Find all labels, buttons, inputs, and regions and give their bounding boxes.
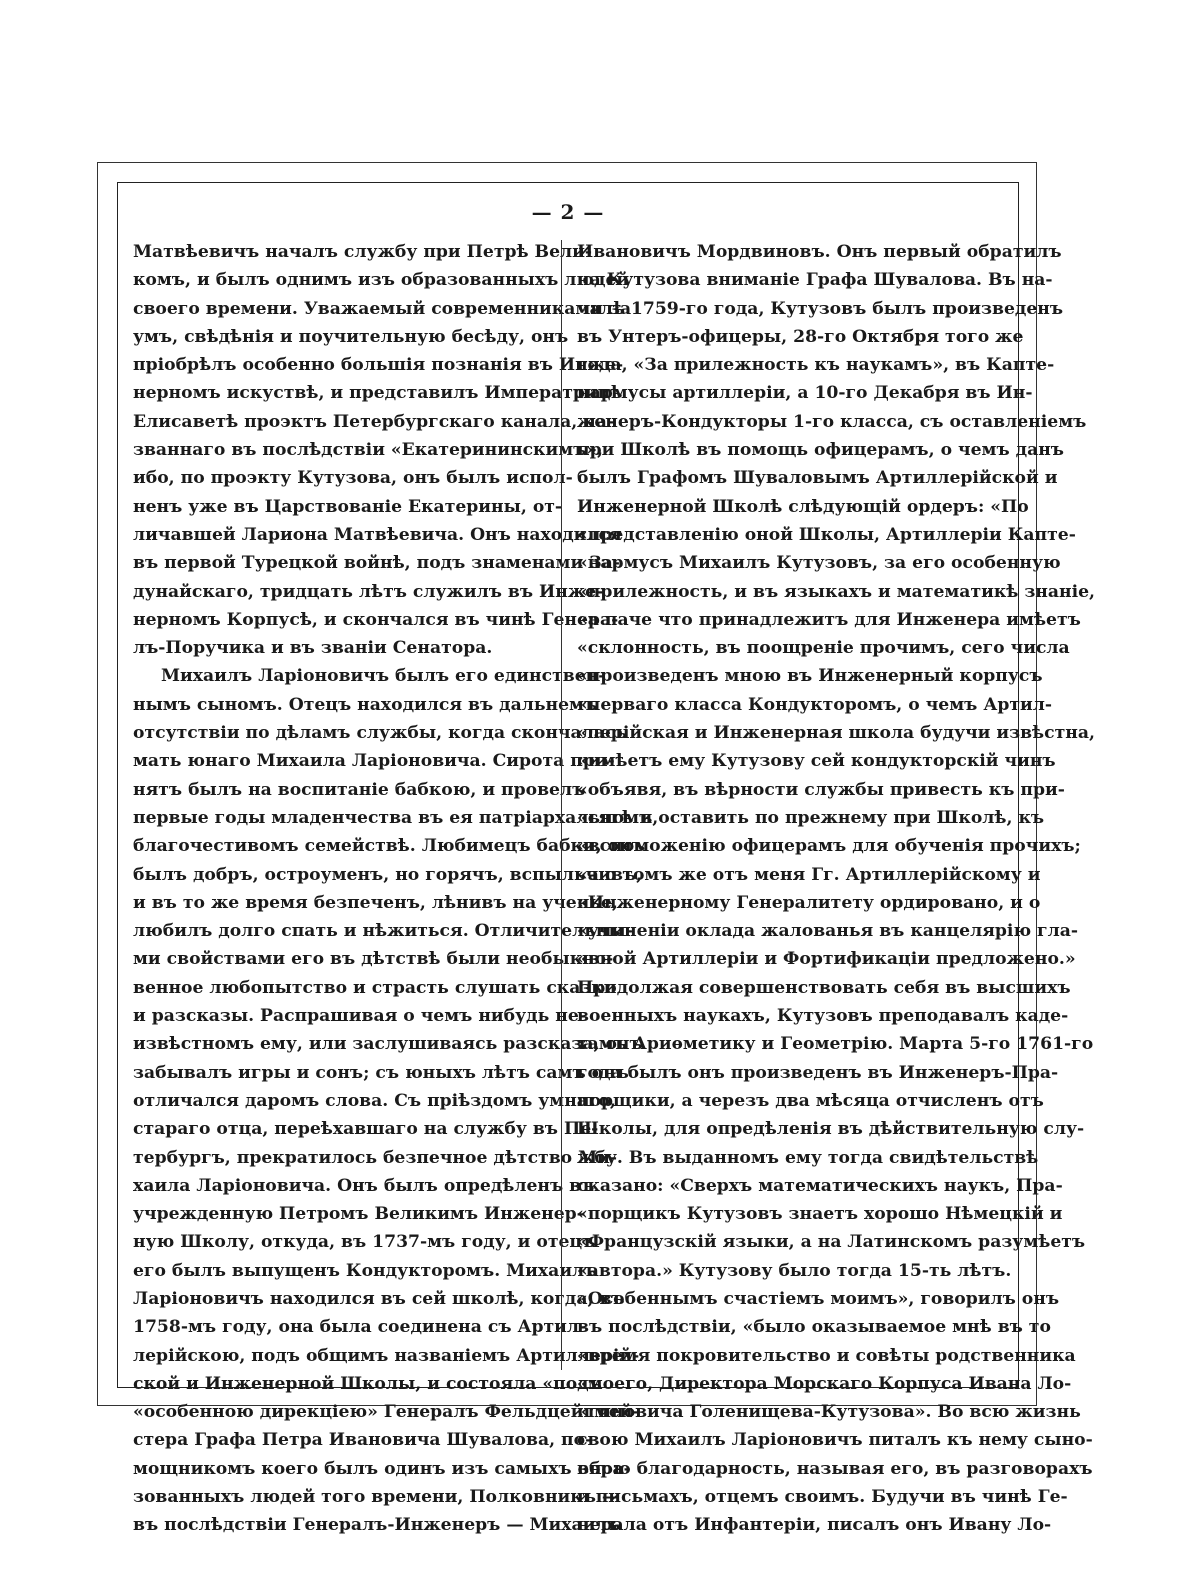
text-line: комъ, и былъ однимъ изъ образованныхъ людей (133, 270, 630, 291)
text-line: въ Унтеръ-офицеры, 28-го Октября того же (577, 326, 1024, 347)
text-line: нерномъ Корпусѣ, и скончался въ чинѣ Генера- (133, 609, 619, 630)
text-line: ми свойствами его въ дѣтствѣ были необыкно- (133, 949, 614, 970)
text-line: его былъ выпущенъ Кондукторомъ. Михаилъ (133, 1260, 598, 1281)
text-line: Школы, для опредѣленія въ дѣйствительную слу- (577, 1119, 1085, 1140)
text-line: «особенною дирекціею» Генералъ Фельдцейгмей- (133, 1402, 640, 1423)
text-line: и въ то же время безпеченъ, лѣнивъ на ученье, (133, 892, 618, 913)
text-line: свою Михаилъ Ларіоновичъ питалъ къ нему сыно- (577, 1430, 1093, 1451)
text-line: «порщикъ Кутузовъ знаетъ хорошо Нѣмецкій и (577, 1204, 1063, 1225)
text-line: Ларіоновичъ находился въ сей школѣ, когда, въ (133, 1288, 625, 1309)
text-line: званнаго въ послѣдствіи «Екатерининскимъ», (133, 440, 604, 461)
text-line: «Французскій языки, а на Латинскомъ разумѣетъ (577, 1232, 1086, 1253)
text-line: вною благодарность, называя его, въ разговорахъ (577, 1458, 1093, 1479)
text-line: своего времени. Уважаемый современниками за (133, 298, 632, 319)
text-line: чалѣ 1759-го года, Кутузовъ былъ произведенъ (577, 298, 1064, 319)
text-line: ную Школу, откуда, въ 1737-мъ году, и отецъ (133, 1232, 596, 1253)
text-line: «учиненіи оклада жалованья въ канцелярію гла- (577, 921, 1078, 942)
text-line: «объявя, въ вѣрности службы привесть къ при- (577, 779, 1065, 800)
text-line: мощникомъ коего былъ одинъ изъ самыхъ обра- (133, 1458, 631, 1479)
text-line: стера Графа Петра Ивановича Шувалова, по- (133, 1430, 593, 1451)
text-line: «время покровительство и совѣты родственника (577, 1345, 1076, 1366)
text-line: первые годы младенчества въ ея патріархальномъ, (133, 807, 659, 828)
text-line: тербургъ, прекратилось безпечное дѣтство Ми- (133, 1147, 617, 1168)
text-line: порщики, а черезъ два мѣсяца отчисленъ отъ (577, 1090, 1044, 1111)
text-line: учрежденную Петромъ Великимъ Инженер- (133, 1204, 584, 1225)
text-line: «гиновича Голенищева-Кутузова». Во всю жизнь (577, 1402, 1081, 1423)
page-number: — 2 — (531, 200, 605, 224)
text-line: нерномъ искуствѣ, и представилъ Императрицѣ (133, 383, 623, 404)
text-line: ибо, по проэкту Кутузова, онъ былъ испол- (133, 468, 573, 489)
text-line: въ первой Турецкой войнѣ, подъ знаменами За- (133, 553, 620, 574)
text-line: года, «За прилежность къ наукамъ», въ Капте- (577, 355, 1055, 376)
text-line: извѣстномъ ему, или заслушиваясь разсказа, онъ (133, 1034, 643, 1055)
text-line: Елисаветѣ проэктъ Петербургскаго канала, на- (133, 411, 615, 432)
text-line: и письмахъ, отцемъ своимъ. Будучи въ чинѣ Ге- (577, 1487, 1068, 1508)
text-line: сказано: «Сверхъ математическихъ наукъ, Пра- (577, 1175, 1063, 1196)
text-line: военныхъ наукахъ, Кутузовъ преподавалъ каде- (577, 1006, 1069, 1027)
text-line: «а паче что принадлежитъ для Инженера имѣетъ (577, 609, 1081, 630)
text-line: въ послѣдствіи, «было оказываемое мнѣ въ то (577, 1317, 1051, 1338)
text-line: «Инженерному Генералитету ордировано, и о (577, 892, 1041, 913)
left-text-column (133, 238, 659, 1540)
text-line: «вспоможенію офицерамъ для обученія прочихъ; (577, 836, 1081, 857)
text-line: «лерійская и Инженерная школа будучи извѣстна, (577, 723, 1095, 744)
text-line: ской и Инженерной Школы, и состояла «подъ (133, 1373, 602, 1394)
text-line: тамъ Ариѳметику и Геометрію. Марта 5-го 1761-го (577, 1034, 1094, 1055)
text-line: при Школѣ въ помощь офицерамъ, о чемъ данъ (577, 440, 1064, 461)
text-line: мать юнаго Михаила Ларіоновича. Сирота при- (133, 751, 615, 772)
text-line: дунайскаго, тридцать лѣтъ служилъ въ Инже- (133, 581, 604, 602)
text-line: пріобрѣлъ особенно большія познанія въ Инже- (133, 355, 624, 376)
text-line: отличался даромъ слова. Съ пріѣздомъ умнаго, (133, 1090, 616, 1111)
text-line: былъ Графомъ Шуваловымъ Артиллерійской и (577, 468, 1058, 489)
text-line: лъ-Поручика и въ званіи Сенатора. (133, 638, 493, 659)
right-text-column (577, 238, 1096, 1540)
text-line: «сягѣ и оставить по прежнему при Школѣ, къ (577, 807, 1045, 828)
text-line: нармусы артиллеріи, а 10-го Декабря въ Ин- (577, 383, 1033, 404)
text-line: жбу. Въ выданномъ ему тогда свидѣтельствѣ (577, 1147, 1039, 1168)
text-line: былъ добръ, остроуменъ, но горячъ, вспыльчивъ, (133, 864, 643, 885)
text-line: «произведенъ мною въ Инженерный корпусъ (577, 666, 1043, 687)
text-line: Продолжая совершенствовать себя въ высшихъ (577, 977, 1071, 998)
text-line: «нармусъ Михаилъ Кутузовъ, за его особенную (577, 553, 1061, 574)
text-line: «автора.» Кутузову было тогда 15-ть лѣтъ. (577, 1260, 1012, 1281)
text-line: «Особеннымъ счастіемъ моимъ», говорилъ онъ (577, 1288, 1060, 1309)
text-line: «а о томъ же отъ меня Гг. Артиллерійскому и (577, 864, 1041, 885)
text-line: «перваго класса Кондукторомъ, о чемъ Артил- (577, 694, 1053, 715)
text-line: и разсказы. Распрашивая о чемъ нибудь не- (133, 1006, 586, 1027)
text-line: «моего, Директора Морскаго Корпуса Ивана Ло- (577, 1373, 1072, 1394)
text-line: Инженерной Школѣ слѣдующій ордеръ: «По (577, 496, 1029, 517)
text-line: Матвѣевичъ началъ службу при Петрѣ Вели- (133, 242, 593, 262)
text-line: года былъ онъ произведенъ въ Инженеръ-Пра- (577, 1062, 1059, 1083)
text-line: Ивановичъ Мордвиновъ. Онъ первый обратилъ (577, 242, 1062, 262)
text-line: отсутствіи по дѣламъ службы, когда скончалась (133, 723, 628, 744)
text-line: «склонность, въ поощреніе прочимъ, сего числа (577, 638, 1070, 659)
text-line: нымъ сыномъ. Отецъ находился въ дальнемъ (133, 694, 598, 715)
text-line: благочестивомъ семействѣ. Любимецъ бабки, онъ (133, 836, 645, 857)
text-line: въ послѣдствіи Генералъ-Инженеръ — Михаилъ (133, 1515, 621, 1536)
text-line: нятъ былъ на воспитаніе бабкою, и провелъ (133, 779, 586, 800)
text-line: лерійскою, подъ общимъ названіемъ Артиллерій- (133, 1345, 640, 1366)
text-line: хаила Ларіоновича. Онъ былъ опредѣленъ въ (133, 1175, 595, 1196)
text-line: стараго отца, переѣхавшаго на службу въ Пе- (133, 1119, 599, 1140)
text-line: «вной Артиллеріи и Фортификаціи предложено.» (577, 949, 1076, 970)
text-line: Михаилъ Ларіоновичъ былъ его единствен- (161, 666, 606, 687)
text-line: забывалъ игры и сонъ; съ юныхъ лѣтъ самъ онъ (133, 1062, 629, 1083)
text-line: венное любопытство и страсть слушать сказки (133, 977, 617, 998)
text-line: личавшей Лариона Матвѣевича. Онъ находился (133, 524, 622, 545)
text-line: 1758-мъ году, она была соединена съ Артил- (133, 1317, 587, 1338)
text-line: «представленію оной Школы, Артиллеріи Капте- (577, 524, 1076, 545)
text-line: любилъ долго спать и нѣжиться. Отличительны- (133, 921, 633, 942)
text-line: ненъ уже въ Царствованіе Екатерины, от- (133, 496, 563, 517)
text-line: «имѣетъ ему Кутузову сей кондукторскій чинъ (577, 751, 1056, 772)
text-line: зованныхъ людей того времени, Полковникъ — (133, 1487, 620, 1508)
text-line: на Кутузова вниманіе Графа Шувалова. Въ на- (577, 270, 1053, 291)
text-line: «прилежность, и въ языкахъ и математикѣ знаніе, (577, 581, 1096, 602)
text-line: женеръ-Кондукторы 1-го класса, съ оставленіемъ (577, 411, 1087, 432)
text-line: нерала отъ Инфантеріи, писалъ онъ Ивану Ло- (577, 1515, 1052, 1536)
text-line: умъ, свѣдѣнія и поучительную бесѣду, онъ (133, 326, 569, 347)
column-divider (561, 240, 562, 1370)
